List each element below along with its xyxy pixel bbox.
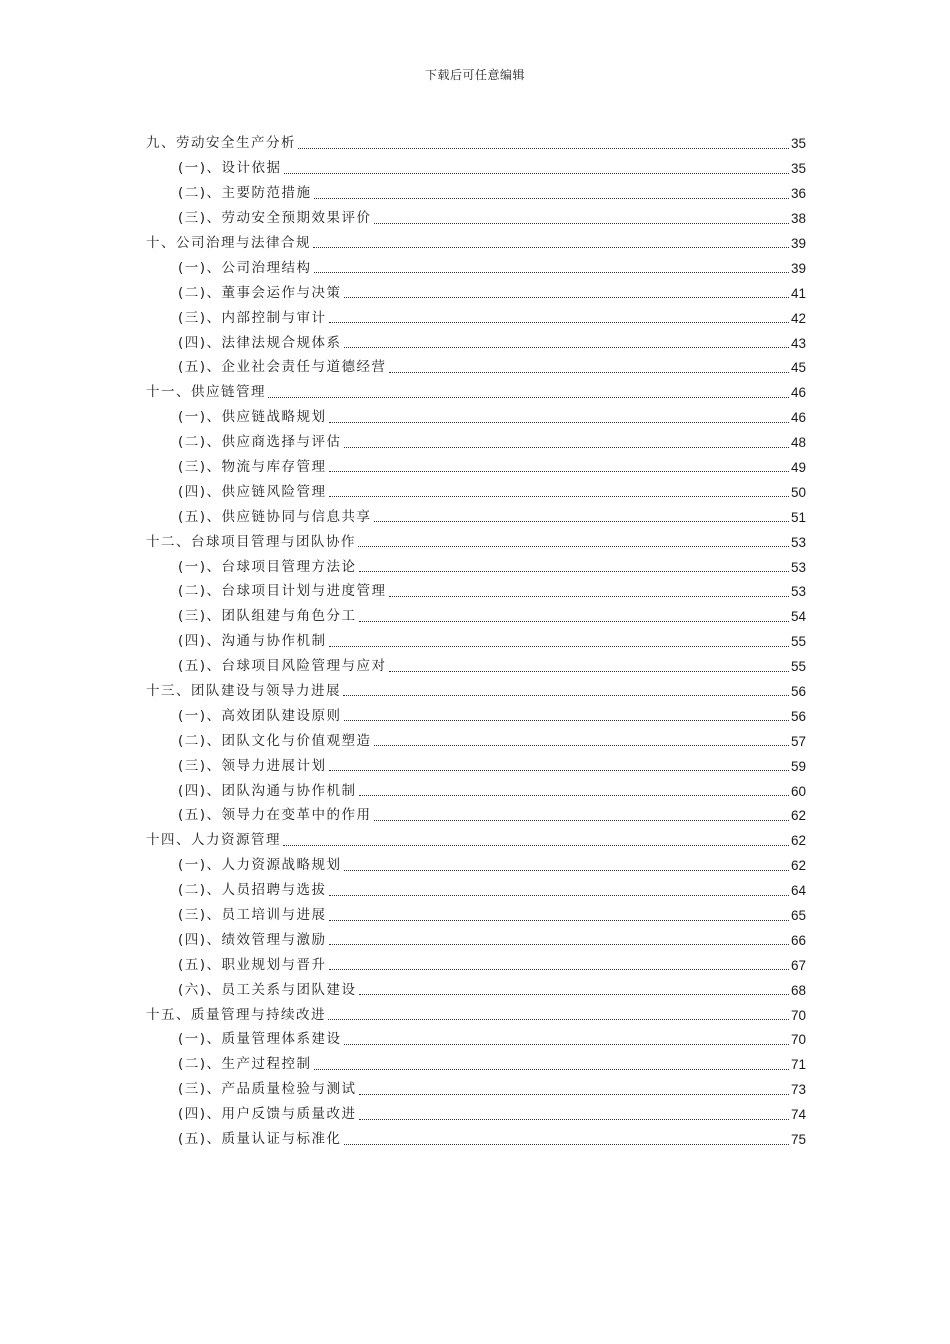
toc-page-number: 54: [790, 609, 806, 625]
toc-section-entry[interactable]: [146, 325, 806, 350]
dot-leader: [314, 271, 789, 273]
toc-chapter-entry[interactable]: [146, 226, 806, 251]
toc-page-number: 55: [790, 634, 806, 650]
toc-page-number: 49: [790, 459, 806, 475]
dot-leader: [344, 1043, 789, 1045]
toc-entry-label: 十二、台球项目管理与团队协作: [146, 533, 356, 550]
toc-section-entry[interactable]: [146, 873, 806, 898]
toc-page-number: 38: [790, 211, 806, 227]
toc-page-number: 59: [790, 758, 806, 774]
toc-entry-label: (四)、法律法规合规体系: [178, 334, 342, 351]
dot-leader: [344, 296, 789, 298]
toc-page-number: 75: [790, 1132, 806, 1148]
dot-leader: [389, 670, 789, 672]
toc-section-entry[interactable]: [146, 151, 806, 176]
page-header: 下载后可任意编辑: [424, 68, 525, 82]
dot-leader: [389, 371, 789, 373]
toc-page-number: 35: [790, 136, 806, 152]
toc-section-entry[interactable]: [146, 1097, 806, 1122]
toc-section-entry[interactable]: [146, 723, 806, 748]
toc-section-entry[interactable]: [146, 1122, 806, 1147]
dot-leader: [374, 819, 789, 821]
toc-page-number: 64: [790, 883, 806, 899]
toc-entry-label: (二)、生产过程控制: [178, 1056, 312, 1073]
toc-page-number: 50: [790, 484, 806, 500]
dot-leader: [344, 719, 789, 721]
toc-section-entry[interactable]: [146, 798, 806, 823]
dot-leader: [268, 396, 789, 398]
toc-page-number: 41: [790, 285, 806, 301]
toc-page-number: 51: [790, 509, 806, 525]
dot-leader: [344, 346, 789, 348]
toc-section-entry[interactable]: [146, 300, 806, 325]
toc-section-entry[interactable]: [146, 649, 806, 674]
toc-page-number: 46: [790, 385, 806, 401]
toc-page-number: 36: [790, 186, 806, 202]
toc-page-number: 62: [790, 833, 806, 849]
toc-entry-label: (一)、人力资源战略规划: [178, 857, 342, 874]
toc-section-entry[interactable]: [146, 848, 806, 873]
toc-entry-label: (一)、公司治理结构: [178, 259, 312, 276]
toc-page-number: 68: [790, 982, 806, 998]
toc-chapter-entry[interactable]: [146, 823, 806, 848]
toc-chapter-entry[interactable]: [146, 524, 806, 549]
dot-leader: [329, 943, 789, 945]
toc-page-number: 45: [790, 360, 806, 376]
dot-leader: [359, 620, 789, 622]
toc-section-entry[interactable]: [146, 499, 806, 524]
dot-leader: [344, 1143, 789, 1145]
toc-page-number: 57: [790, 733, 806, 749]
dot-leader: [329, 421, 789, 423]
toc-page-number: 73: [790, 1082, 806, 1098]
toc-page-number: 70: [790, 1007, 806, 1023]
toc-entry-label: (二)、人员招聘与选拔: [178, 882, 327, 899]
toc-entry-label: (三)、领导力进展计划: [178, 757, 327, 774]
toc-section-entry[interactable]: [146, 1047, 806, 1072]
toc-section-entry[interactable]: [146, 898, 806, 923]
toc-entry-label: (三)、团队组建与角色分工: [178, 608, 357, 625]
dot-leader: [359, 570, 789, 572]
toc-section-entry[interactable]: [146, 972, 806, 997]
toc-chapter-entry[interactable]: [146, 375, 806, 400]
toc-entry-label: 十、公司治理与法律合规: [146, 234, 311, 251]
toc-page-number: 39: [790, 260, 806, 276]
toc-section-entry[interactable]: [146, 201, 806, 226]
toc-section-entry[interactable]: [146, 250, 806, 275]
dot-leader: [358, 545, 789, 547]
dot-leader: [329, 321, 789, 323]
toc-entry-label: (二)、团队文化与价值观塑造: [178, 732, 372, 749]
toc-page-number: 56: [790, 683, 806, 699]
dot-leader: [329, 495, 789, 497]
dot-leader: [329, 645, 789, 647]
dot-leader: [284, 172, 789, 174]
dot-leader: [344, 446, 789, 448]
toc-entry-label: (四)、绩效管理与激励: [178, 931, 327, 948]
toc-entry-label: (五)、供应链协同与信息共享: [178, 508, 372, 525]
dot-leader: [298, 147, 789, 149]
toc-entry-label: (六)、员工关系与团队建设: [178, 981, 357, 998]
dot-leader: [329, 769, 789, 771]
toc-entry-label: (二)、台球项目计划与进度管理: [178, 583, 387, 600]
toc-section-entry[interactable]: [146, 275, 806, 300]
toc-page-number: 55: [790, 659, 806, 675]
toc-page-number: 46: [790, 410, 806, 426]
toc-page-number: 70: [790, 1032, 806, 1048]
toc-page-number: 67: [790, 957, 806, 973]
toc-entry-label: (三)、物流与库存管理: [178, 458, 327, 475]
toc-section-entry[interactable]: [146, 923, 806, 948]
toc-chapter-entry[interactable]: [146, 126, 806, 151]
toc-entry-label: (四)、用户反馈与质量改进: [178, 1106, 357, 1123]
toc-entry-label: (五)、职业规划与晋升: [178, 956, 327, 973]
toc-entry-label: (三)、产品质量检验与测试: [178, 1081, 357, 1098]
dot-leader: [359, 1118, 789, 1120]
dot-leader: [359, 1093, 789, 1095]
toc-page-number: 66: [790, 932, 806, 948]
dot-leader: [343, 694, 789, 696]
toc-entry-label: (五)、质量认证与标准化: [178, 1131, 342, 1148]
toc-entry-label: 十五、质量管理与持续改进: [146, 1006, 326, 1023]
toc-section-entry[interactable]: [146, 947, 806, 972]
toc-section-entry[interactable]: [146, 350, 806, 375]
toc-entry-label: 十三、团队建设与领导力进展: [146, 682, 341, 699]
toc-entry-label: 十四、人力资源管理: [146, 832, 281, 849]
toc-entry-label: (二)、主要防范措施: [178, 185, 312, 202]
toc-entry-label: 九、劳动安全生产分析: [146, 135, 296, 152]
toc-page-number: 74: [790, 1107, 806, 1123]
dot-leader: [283, 844, 789, 846]
toc-entry-label: (四)、沟通与协作机制: [178, 633, 327, 650]
toc-section-entry[interactable]: [146, 549, 806, 574]
toc-entry-label: (三)、员工培训与进展: [178, 907, 327, 923]
toc-entry-label: (一)、供应链战略规划: [178, 409, 327, 426]
dot-leader: [329, 470, 789, 472]
toc-section-entry[interactable]: [146, 773, 806, 798]
toc-page-number: 35: [790, 161, 806, 177]
toc-entry-label: (四)、供应链风险管理: [178, 483, 327, 500]
toc-section-entry[interactable]: [146, 1022, 806, 1047]
toc-entry-label: (三)、劳动安全预期效果评价: [178, 210, 372, 227]
toc-entry-label: (三)、内部控制与审计: [178, 309, 327, 326]
toc-entry-label: (一)、质量管理体系建设: [178, 1031, 342, 1048]
dot-leader: [374, 222, 789, 224]
table-of-contents: [146, 126, 806, 1147]
toc-section-entry[interactable]: [146, 400, 806, 425]
toc-entry-label: (一)、高效团队建设原则: [178, 707, 342, 724]
toc-section-entry[interactable]: [146, 574, 806, 599]
toc-entry-label: (二)、供应商选择与评估: [178, 434, 342, 451]
toc-section-entry[interactable]: [146, 599, 806, 624]
toc-section-entry[interactable]: [146, 1072, 806, 1097]
dot-leader: [374, 744, 789, 746]
toc-entry-label: 十一、供应链管理: [146, 384, 266, 401]
toc-page-number: 53: [790, 534, 806, 550]
dot-leader: [314, 1068, 789, 1070]
dot-leader: [389, 595, 789, 597]
dot-leader: [359, 993, 789, 995]
toc-entry-label: (五)、企业社会责任与道德经营: [178, 359, 387, 376]
toc-page-number: 42: [790, 310, 806, 326]
toc-page-number: 65: [790, 908, 806, 923]
dot-leader: [344, 869, 789, 871]
toc-chapter-entry[interactable]: [146, 674, 806, 699]
toc-page-number: 60: [790, 783, 806, 799]
dot-leader: [313, 246, 789, 248]
dot-leader: [329, 968, 789, 970]
toc-entry-label: (四)、团队沟通与协作机制: [178, 782, 357, 799]
toc-section-entry[interactable]: [146, 176, 806, 201]
toc-page-number: 43: [790, 335, 806, 351]
toc-page-number: 53: [790, 559, 806, 575]
toc-entry-label: (五)、领导力在变革中的作用: [178, 807, 372, 824]
dot-leader: [328, 1018, 789, 1020]
toc-page-number: 56: [790, 708, 806, 724]
toc-page-number: 48: [790, 435, 806, 451]
toc-page-number: 53: [790, 584, 806, 600]
dot-leader: [314, 197, 789, 199]
toc-entry-label: (二)、董事会运作与决策: [178, 284, 342, 301]
dot-leader: [359, 794, 789, 796]
dot-leader: [374, 520, 789, 522]
toc-page-number: 39: [790, 235, 806, 251]
toc-section-entry[interactable]: [146, 698, 806, 723]
toc-section-entry[interactable]: [146, 748, 806, 773]
toc-section-entry[interactable]: [146, 474, 806, 499]
toc-entry-label: (一)、台球项目管理方法论: [178, 558, 357, 575]
toc-page-number: 62: [790, 858, 806, 874]
toc-page-number: 62: [790, 808, 806, 824]
toc-section-entry[interactable]: [146, 450, 806, 475]
toc-page-number: 71: [790, 1057, 806, 1073]
dot-leader: [329, 894, 789, 896]
dot-leader: [329, 919, 789, 921]
toc-section-entry[interactable]: [146, 624, 806, 649]
toc-section-entry[interactable]: [146, 425, 806, 450]
toc-chapter-entry[interactable]: [146, 997, 806, 1022]
toc-entry-label: (一)、设计依据: [178, 160, 282, 177]
toc-entry-label: (五)、台球项目风险管理与应对: [178, 658, 387, 675]
